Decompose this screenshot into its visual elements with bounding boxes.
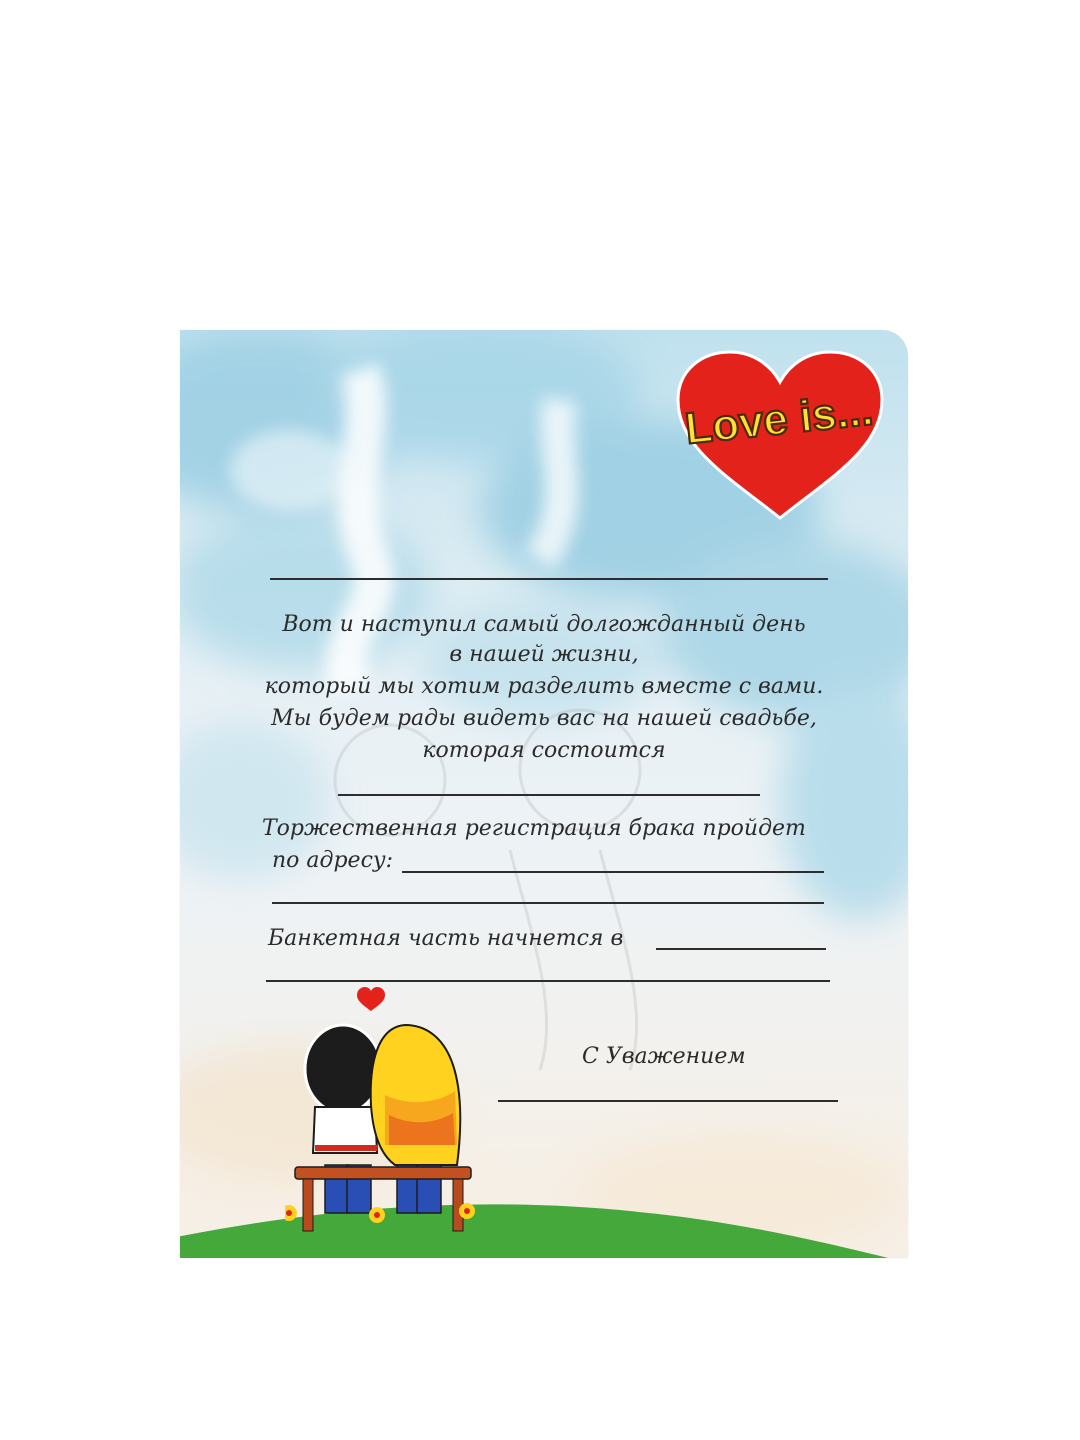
registration-line-1: Торжественная регистрация брака пройдет	[262, 816, 806, 841]
flower-icon	[459, 1203, 475, 1219]
paragraph-line-1: Вот и наступил самый долгожданный день	[282, 612, 806, 637]
signature-blank-line	[498, 1100, 838, 1102]
date-blank-line	[338, 794, 760, 796]
paragraph-line-4: Мы будем рады видеть вас на нашей свадьбе,	[271, 706, 817, 731]
address-blank-line-2	[272, 902, 824, 904]
small-heart-icon	[357, 987, 385, 1011]
paragraph-line-3: который мы хотим разделить вместе с вами.	[264, 674, 824, 699]
registration-line-2: по адресу:	[272, 848, 394, 873]
banquet-blank-line-2	[266, 980, 830, 982]
flower-icon	[285, 1205, 297, 1221]
paragraph-line-5: которая состоится	[422, 738, 666, 763]
couple-on-bench-illustration	[285, 985, 485, 1255]
closing-text: С Уважением	[582, 1044, 746, 1069]
address-blank-line-1	[402, 871, 824, 873]
flower-icon	[369, 1207, 385, 1223]
banquet-time-blank-line	[656, 948, 826, 950]
paragraph-line-2: в нашей жизни,	[449, 642, 639, 667]
logo-text: Love is...	[682, 385, 876, 454]
banquet-line: Банкетная часть начнется в	[268, 926, 624, 951]
names-blank-line	[270, 578, 828, 580]
invitation-card	[180, 330, 908, 1258]
